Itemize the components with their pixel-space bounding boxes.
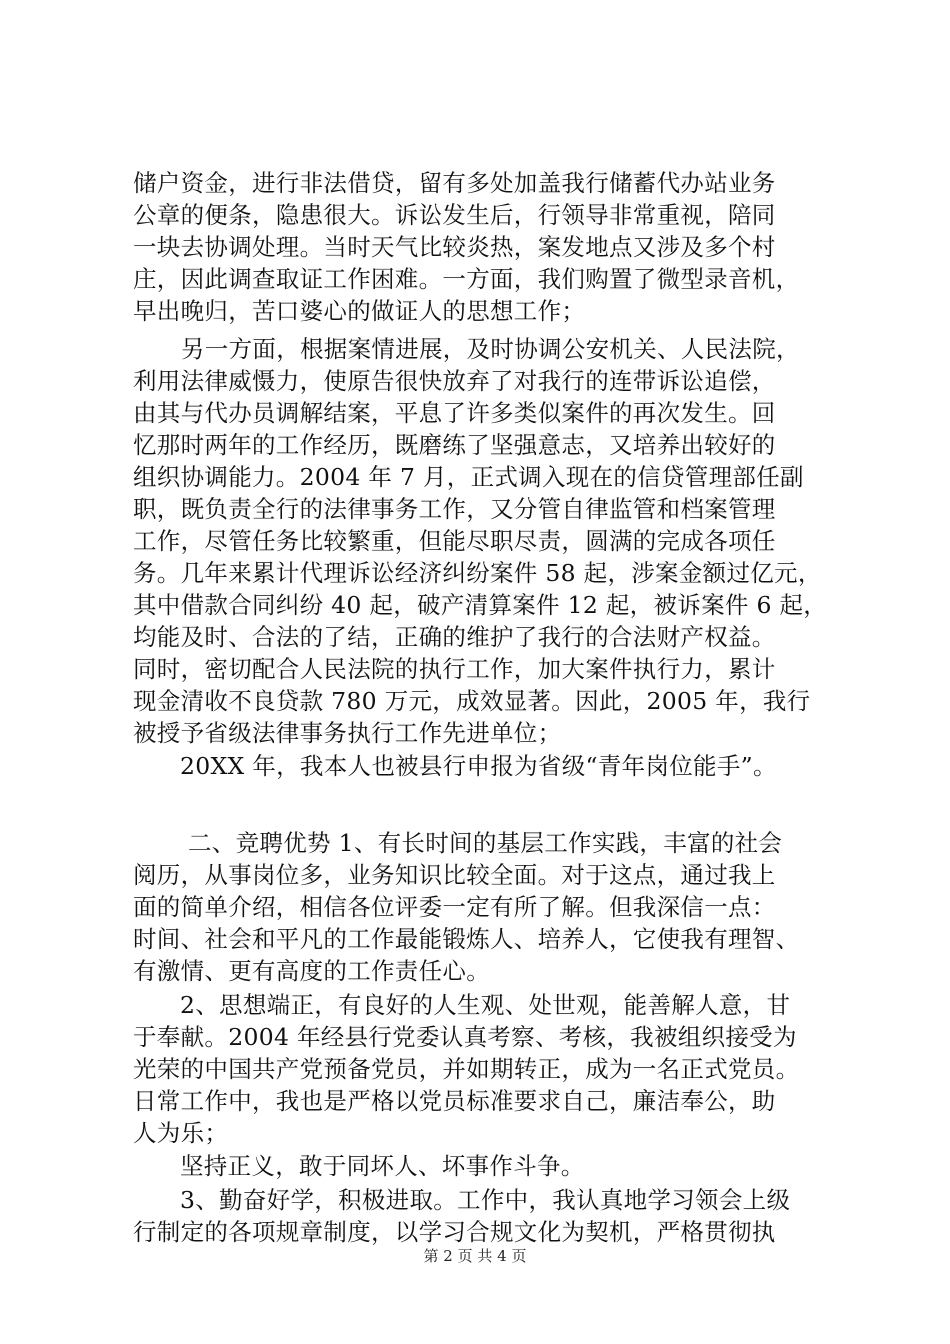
text-line: 储户资金，进行非法借贷，留有多处加盖我行储蓄代办站业务 [133, 169, 776, 197]
text-line: 另一方面，根据案情进展，及时协调公安机关、人民法院， [181, 335, 800, 363]
text-line: 现金清收不良贷款 780 万元，成效显著。因此，2005 年，我行 [133, 687, 811, 715]
text-line: 3、勤奋好学，积极进取。工作中，我认真地学习领会上级 [180, 1186, 791, 1214]
text-line: 庄，因此调查取证工作困难。一方面，我们购置了微型录音机， [133, 265, 800, 293]
text-line: 公章的便条，隐患很大。诉讼发生后，行领导非常重视，陪同 [133, 201, 776, 229]
text-line: 由其与代办员调解结案，平息了许多类似案件的再次发生。回 [133, 399, 776, 427]
text-line: 忆那时两年的工作经历，既磨练了坚强意志，又培养出较好的 [133, 431, 776, 459]
text-line: 于奉献。2004 年经县行党委认真考察、考核，我被组织接受为 [133, 1023, 797, 1051]
text-line: 20XX 年，我本人也被县行申报为省级“青年岗位能手”。 [180, 752, 777, 780]
text-line: 组织协调能力。2004 年 7 月，正式调入现在的信贷管理部任副 [133, 463, 804, 491]
text-line: 日常工作中，我也是严格以党员标准要求自己，廉洁奉公，助 [133, 1087, 776, 1115]
text-line: 2、思想端正，有良好的人生观、处世观，能善解人意，甘 [180, 991, 791, 1019]
text-line: 时间、社会和平凡的工作最能锻炼人、培养人，它使我有理智、 [133, 925, 800, 953]
text-line: 被授予省级法律事务执行工作先进单位； [133, 719, 562, 747]
text-line: 务。几年来累计代理诉讼经济纠纷案件 58 起，涉案金额过亿元， [133, 559, 822, 587]
text-line: 早出晚归，苦口婆心的做证人的思想工作； [133, 297, 586, 325]
text-line: 坚持正义，敢于同坏人、坏事作斗争。 [180, 1152, 585, 1180]
text-line: 工作，尽管任务比较繁重，但能尽职尽责，圆满的完成各项任 [133, 527, 776, 555]
text-line: 一块去协调处理。当时天气比较炎热，案发地点又涉及多个村 [133, 233, 776, 261]
text-line: 同时，密切配合人民法院的执行工作，加大案件执行力，累计 [133, 655, 776, 683]
text-line: 利用法律威慑力，使原告很快放弃了对我行的连带诉讼追偿， [133, 367, 776, 395]
text-line: 光荣的中国共产党预备党员，并如期转正，成为一名正式党员。 [133, 1055, 800, 1083]
text-line: 其中借款合同纠纷 40 起，破产清算案件 12 起，被诉案件 6 起， [133, 591, 828, 619]
text-line: 行制定的各项规章制度，以学习合规文化为契机，严格贯彻执 [133, 1218, 776, 1246]
text-line: 有激情、更有高度的工作责任心。 [133, 957, 490, 985]
text-line: 职，既负责全行的法律事务工作，又分管自律监管和档案管理 [133, 495, 776, 523]
text-line: 人为乐； [133, 1119, 229, 1147]
text-line: 面的简单介绍，相信各位评委一定有所了解。但我深信一点： [133, 893, 776, 921]
text-line: 均能及时、合法的了结，正确的维护了我行的合法财产权益。 [133, 623, 776, 651]
text-line: 二、竞聘优势 1、有长时间的基层工作实践，丰富的社会 [188, 829, 783, 857]
text-line: 阅历，从事岗位多，业务知识比较全面。对于这点，通过我上 [133, 861, 776, 889]
page-number-footer: 第 2 页 共 4 页 [423, 1247, 527, 1265]
